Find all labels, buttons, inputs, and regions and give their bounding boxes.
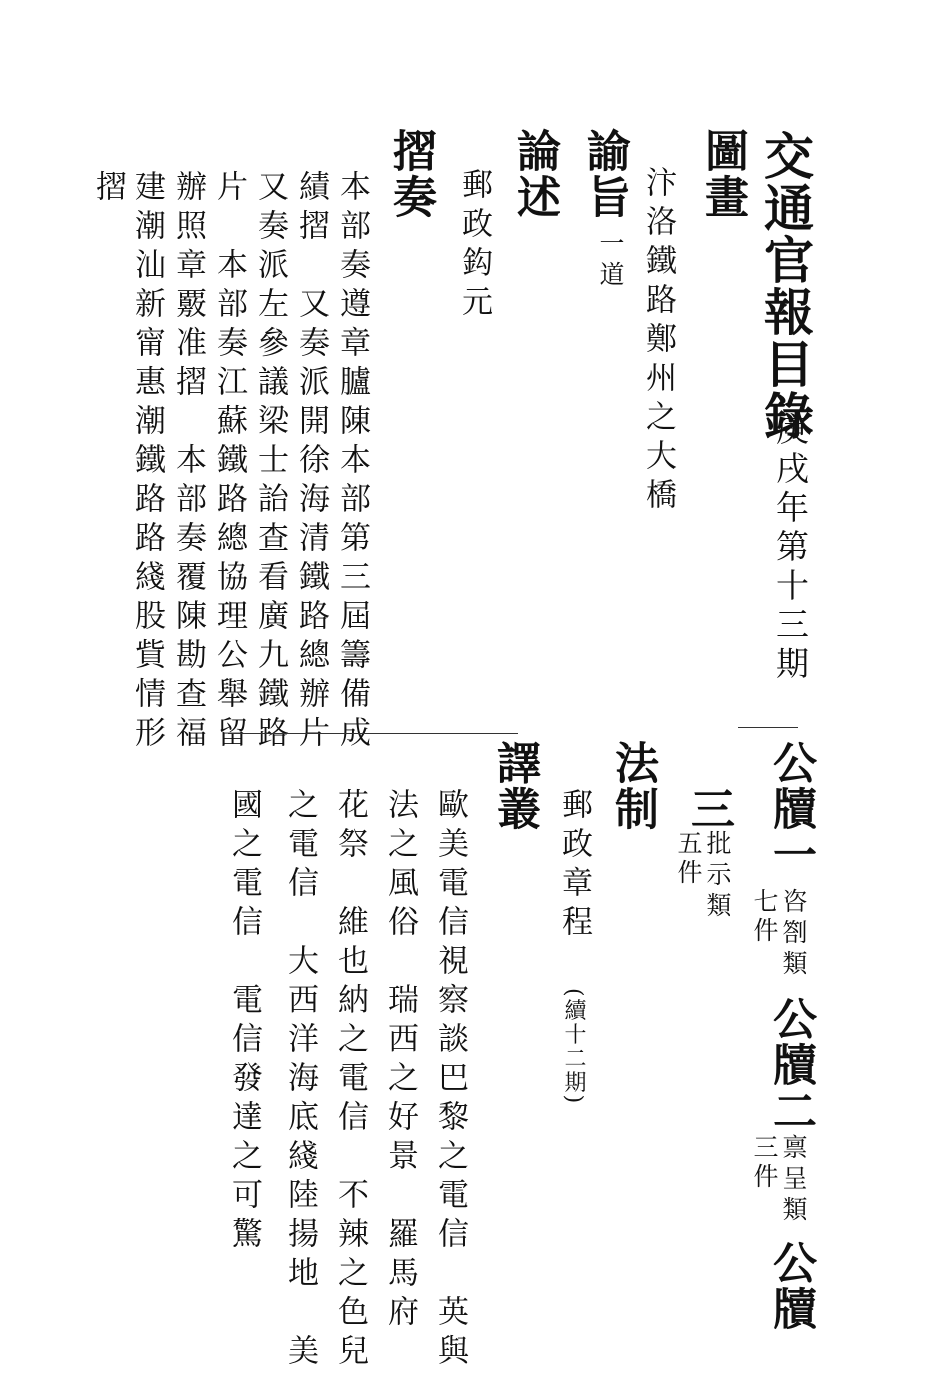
- gongdu3-annotation: [676, 830, 730, 923]
- gongdu3-count: 五件: [674, 830, 703, 888]
- yicong-line: 之電信 大西洋海底綫陸揚地 美: [282, 788, 318, 1373]
- zhezou-line: 績摺 又奏派開徐海清鐵路總辦片: [293, 170, 329, 755]
- zhezou-line: 片 本部奏江蘇鐵路總協理公舉留: [211, 170, 247, 755]
- zhezou-line: 辦照章覈准摺 本部奏覆陳勘查福: [170, 170, 206, 755]
- issue-number: 庚戌年第十三期: [771, 412, 810, 685]
- lunshu-item: 郵政鈎元: [456, 168, 492, 324]
- gongdu3-sub: 批示類: [703, 830, 732, 923]
- yicong-line: 國之電信 電信發達之可驚: [226, 788, 262, 1256]
- fazhi-note: (續十二期): [561, 988, 586, 1106]
- section-heading-tuhua: 圖畫: [697, 128, 748, 220]
- gongdu2-sub: 禀呈類: [779, 1134, 808, 1227]
- divider-rule-left: [228, 733, 518, 734]
- gongdu1-sub: 咨劄類: [779, 888, 808, 981]
- fazhi-item: 郵政章程: [556, 788, 592, 944]
- yicong-line: 歐美電信視察談巴黎之電信 英與: [432, 788, 468, 1373]
- section-heading-zhezou: 摺奏: [385, 128, 436, 220]
- gongdu1-annotation: [752, 888, 806, 981]
- gongdu1-count: 七件: [750, 888, 779, 946]
- section-heading-gongdu2: 公牘二: [765, 996, 816, 1134]
- gongdu3-number: 三: [683, 786, 734, 832]
- yuzhi-note: 一道: [596, 230, 625, 292]
- yicong-line: 法之風俗 瑞西之好景 羅馬府: [382, 788, 418, 1334]
- section-heading-lunshu: 論述: [509, 128, 560, 220]
- tuhua-item: 汴洛鐵路鄭州之大橋: [640, 166, 676, 517]
- zhezou-line: 又奏派左參議梁士詒查看廣九鐵路: [252, 170, 288, 755]
- gongdu2-annotation: [752, 1134, 806, 1227]
- zhezou-line: 建潮汕新甯惠潮鐵路路綫股貲情形: [129, 170, 165, 755]
- section-heading-gongdu1: 公牘一: [765, 740, 816, 878]
- yicong-line: 花祭 維也納之電信 不辣之色兒: [332, 788, 368, 1373]
- zhezou-line: 摺: [90, 170, 126, 209]
- gongdu2-count: 三件: [750, 1134, 779, 1192]
- divider-rule-right: [738, 727, 798, 728]
- section-heading-gongdu3: 公牘: [765, 1240, 816, 1332]
- zhezou-line: 本部奏遵章臚陳本部第三屆籌備成: [334, 170, 370, 755]
- section-heading-fazhi: 法制: [607, 740, 658, 832]
- journal-title: 交通官報目錄: [756, 130, 815, 442]
- section-heading-yuzhi: 諭旨: [579, 128, 630, 220]
- section-heading-yicong: 譯叢: [489, 740, 540, 832]
